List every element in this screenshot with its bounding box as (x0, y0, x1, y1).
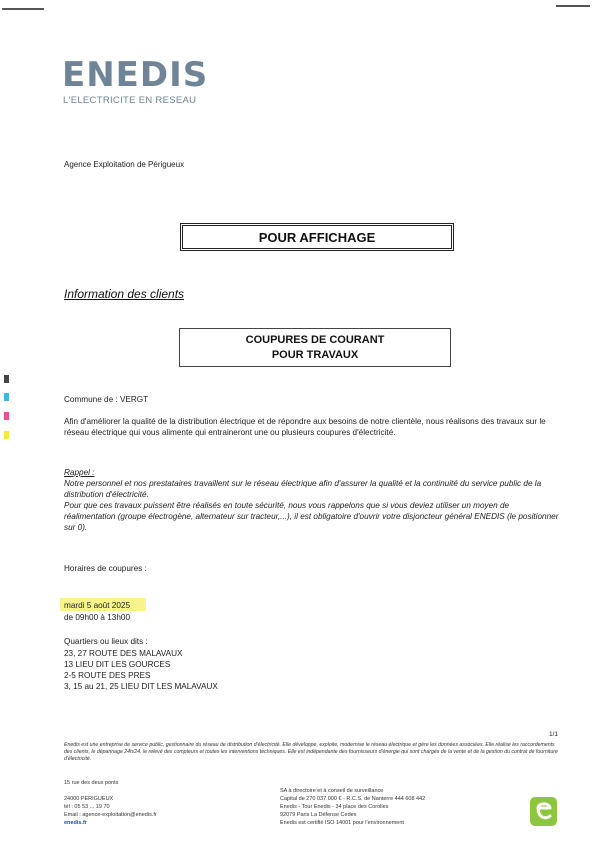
swatch-yellow (4, 431, 9, 439)
enedis-logo (62, 55, 209, 95)
footer-company-1: SA à directoire et à conseil de surveillance (280, 788, 384, 794)
schedule-label: Horaires de coupures : (64, 564, 147, 573)
footer-company-2: Capital de 270 037 000 € - R.C.S. de Nanterre 444 608 442 (280, 796, 426, 802)
footer-email: Email : agence-exploitation@enedis.fr (64, 812, 157, 818)
agency-name: Agence Exploitation de Périgueux (64, 160, 185, 169)
rappel-paragraph-2: Pour que ces travaux puissent être réalisés en toute sécurité, nous vous rappelons que si vous deviez utiliser un moyen de réalimentation (groupe électrogène, alternateur sur tracteur,...), il est obligatoire d'ouvrir votre disjoncteur général ENEDIS (le positionner sur 0). (64, 501, 559, 532)
title-box (179, 328, 451, 367)
title-line-2: POUR TRAVAUX (271, 349, 359, 361)
rappel-paragraph-1: Notre personnel et nos prestataires travaillent sur le réseau électrique afin d'assurer la qualité et la continuité du service public de la distribution d'électricité. (64, 479, 542, 499)
commune: Commune de : VERGT (64, 395, 149, 404)
area-item: 3, 15 au 21, 25 LIEU DIT LES MALAVAUX (64, 682, 218, 691)
footer-company-4: 92079 Paris La Défense Cedex (280, 812, 357, 818)
area-item: 23, 27 ROUTE DES MALAVAUX (64, 649, 183, 658)
area-item: 13 LIEU DIT LES GOURCES (64, 660, 171, 669)
footer-company-3: Enedis - Tour Enedis - 34 place des Corolles (280, 804, 389, 810)
title-line-1: COUPURES DE COURANT (245, 334, 385, 346)
rappel-block (64, 467, 560, 533)
footer-company-5: Enedis est certifié ISO 14001 pour l'environnement (280, 820, 404, 826)
intro-paragraph: Afin d'améliorer la qualité de la distribution électrique et de répondre aux besoins de notre clientèle, nous réalisons des travaux sur le réseau électrique qui vous alimente qui entraineront une ou plusieurs coupures d'électricité. (64, 417, 546, 437)
footer-website: enedis.fr (64, 820, 87, 826)
areas-label: Quartiers ou lieux dits : (64, 637, 148, 646)
area-item: 2-5 ROUTE DES PRES (64, 671, 151, 680)
swatch-magenta (4, 412, 9, 420)
rappel-title: Rappel : (64, 468, 95, 477)
outage-time: de 09h00 à 13h00 (64, 613, 131, 622)
enedis-e-icon (530, 797, 557, 826)
outage-date: mardi 5 août 2025 (64, 601, 130, 610)
footer-address-1: 15 rue des deux ponts (64, 780, 119, 786)
footer-address-block (64, 795, 157, 827)
footer-legal: Enedis est une entreprise de service public, gestionnaire du réseau de distribution d'électricité. Elle développe, exploite, modernise le réseau électrique et gère les données associées. Elle réalise les raccordements des clients, le dépannage 24h/24, le relevé des compteurs et toutes les interventions techniques. Elle est indépendante des fournisseurs d'énergie qui sont chargés de la vente et de la gestion du contrat de fourniture d'électricité. (64, 742, 558, 762)
banner-text: POUR AFFICHAGE (258, 229, 376, 245)
footer-company-block (280, 787, 425, 827)
scan-mark-top-left (2, 8, 44, 10)
areas-list (64, 648, 218, 692)
logo-tagline: L'ELECTRICITE EN RESEAU (63, 95, 197, 106)
footer-address-2: 24000 PERIGUEUX (64, 796, 114, 802)
banner-box (180, 223, 454, 251)
footer-phone: tél : 05 53 ... 19 70 (64, 804, 110, 810)
swatch-black (4, 375, 9, 383)
swatch-cyan (4, 393, 9, 401)
page-number: 1/1 (549, 731, 559, 738)
logo-text: ENEDIS (62, 55, 209, 95)
scan-mark-top-right (556, 5, 590, 7)
info-heading: Information des clients (64, 287, 185, 301)
